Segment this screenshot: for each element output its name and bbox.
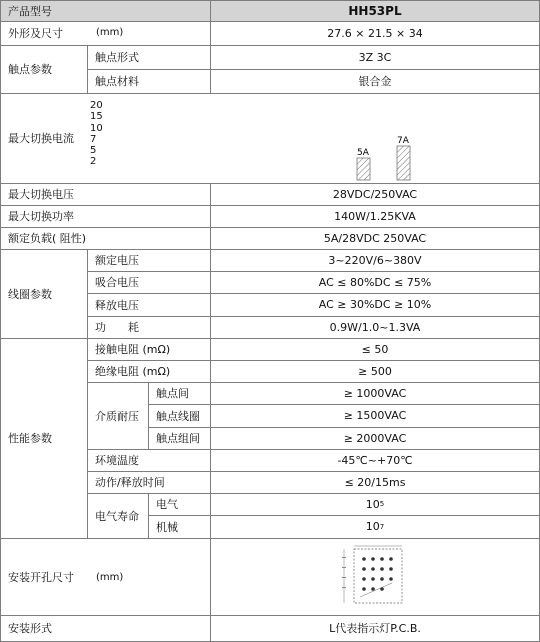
max-power-label: 最大切换功率 [8,210,74,223]
max-current-label: 最大切换电流 [8,132,74,145]
coil-item-label: 吸合电压 [95,276,139,289]
dielectric-item-value: ≥ 2000VAC [343,431,407,445]
current-tick: 7 [90,133,97,145]
electrical-life-value [210,493,540,515]
dielectric-item-value: ≥ 1500VAC [343,409,407,422]
header-label: 产品型号 [8,4,52,18]
mechanical-life-value [210,515,540,538]
contact-params-label: 触点参数 [8,63,52,76]
coil-item-value: 0.9W/1.0~1.3VA [329,320,421,334]
bar-7a [397,146,410,180]
mounting-hole-label: 安装开孔尺寸 [8,570,74,584]
performance-label: 性能参数 [8,432,52,445]
dielectric-item-label: 触点组间 [156,432,200,445]
dielectric-label: 介质耐压 [95,409,139,423]
bar-label-5a: 5A [357,148,369,158]
insulation-label: 绝缘电阻 (mΩ) [95,365,171,378]
mounting-hole-unit: (mm) [96,572,124,583]
max-power-value: 140W/1.25KVA [334,209,416,223]
operate-time-label: 动作/释放时间 [95,476,165,489]
ambient-temp-label: 环境温度 [95,454,139,467]
insulation-value: ≥ 500 [358,364,392,378]
current-tick: 2 [90,156,97,168]
mechanical-life-exp: 7 [379,522,385,531]
current-tick: 20 [90,100,103,111]
coil-item-label: 释放电压 [95,298,139,312]
coil-item-value: 3~220V/6~380V [328,253,422,267]
current-tick: 10 [90,122,103,134]
mechanical-life-label: 机械 [156,520,178,534]
life-label: 电气寿命 [95,509,139,523]
contact-form-value: 3Z 3C [358,50,392,64]
current-tick: 5 [90,145,97,157]
coil-item-label: 功 耗 [95,321,139,334]
model-number: HH53PL [348,3,402,18]
dielectric-item-value: ≥ 1000VAC [343,386,407,400]
dimensions-unit: (mm) [96,27,124,38]
pin-grid [362,557,393,591]
electrical-life-base: 10 [365,497,380,511]
coil-params-label: 线圈参数 [8,287,52,301]
mounting-hole-diagram [340,543,412,609]
contact-form-label: 触点形式 [95,51,139,64]
max-voltage-label: 最大切换电压 [8,188,74,201]
operate-time-value: ≤ 20/15ms [344,475,406,489]
rated-load-label: 额定负载( 阻性) [8,232,87,245]
coil-item-value: AC ≥ 30%DC ≥ 10% [318,298,432,311]
dielectric-item-label: 触点间 [156,387,189,400]
coil-item-label: 额定电压 [95,254,139,267]
current-bar-chart [340,130,430,182]
contact-material-value: 银合金 [358,75,392,88]
mechanical-life-base: 10 [365,520,380,533]
mounting-label: 安装形式 [8,622,52,635]
current-scale [90,100,103,168]
electrical-life-label: 电气 [156,498,178,511]
rated-load-value: 5A/28VDC 250VAC [323,231,427,245]
bar-label-7a: 7A [397,136,409,146]
dielectric-item-label: 触点线圈 [156,409,200,423]
max-voltage-value: 28VDC/250VAC [332,187,418,201]
current-tick: 15 [90,111,103,123]
contact-material-label: 触点材料 [95,75,139,88]
mounting-value: L代表指示灯P.C.B. [329,622,421,635]
coil-item-value: AC ≤ 80%DC ≤ 75% [318,275,432,289]
bar-5a [357,158,370,180]
electrical-life-exp: 5 [379,500,385,508]
dimensions-value: 27.6 × 21.5 × 34 [327,26,423,40]
contact-resistance-value: ≤ 50 [361,342,389,356]
hole-outline [354,549,402,603]
contact-resistance-label: 接触电阻 (mΩ) [95,343,171,356]
ambient-temp-value: -45℃~+70℃ [337,453,413,467]
dimensions-label: 外形及尺寸 [8,27,63,40]
